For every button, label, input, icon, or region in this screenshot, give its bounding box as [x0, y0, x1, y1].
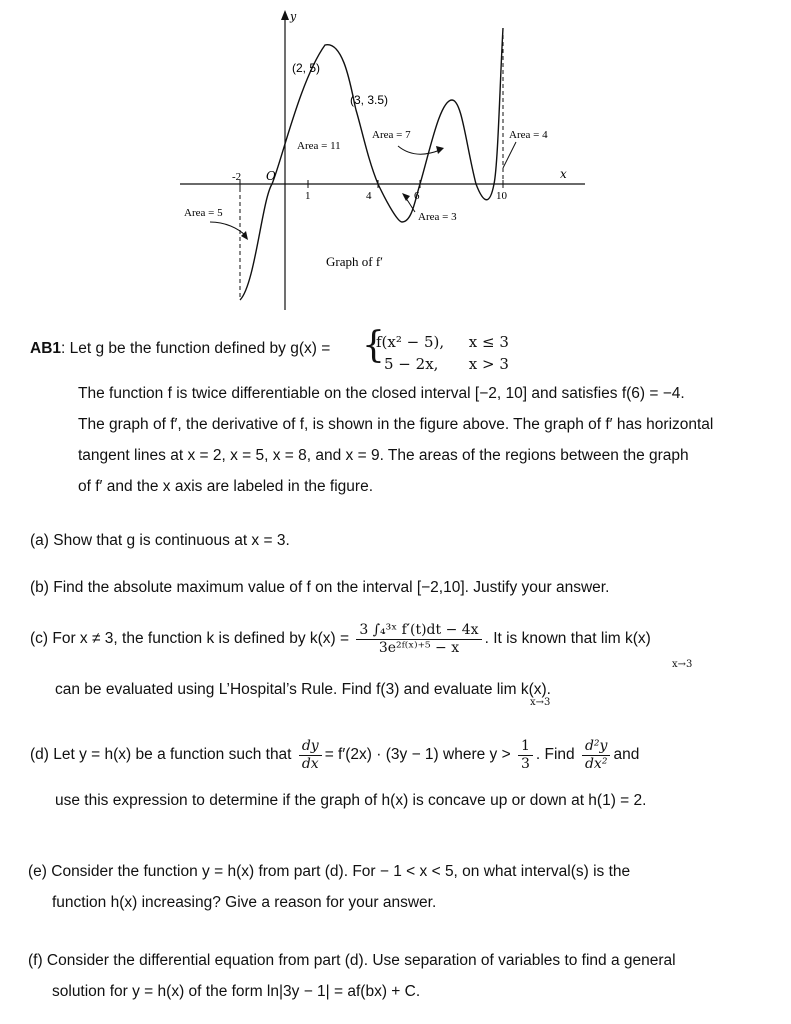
- area-label-4: Area = 4: [509, 129, 548, 141]
- piecewise-row-1: [376, 333, 509, 351]
- part-c-line2: can be evaluated using L’Hospital’s Rule. Find f(3) and evaluate lim k(x).: [55, 681, 551, 698]
- area-label-5: Area = 5: [184, 207, 223, 219]
- lim-subscript-1: x→3: [672, 659, 693, 670]
- dx2: dx²: [584, 755, 608, 772]
- piece1-expr: f(x² − 5),: [376, 333, 445, 351]
- area-arrow-head: [402, 193, 410, 201]
- part-d: [30, 738, 639, 773]
- part-d-line2: use this expression to determine if the graph of h(x) is concave up or down at h(1) = 2.: [55, 792, 647, 809]
- part-c: [30, 622, 651, 657]
- y-axis-arrow: [281, 10, 289, 20]
- y-axis-label: y: [290, 10, 297, 23]
- piece2-cond: x > 3: [468, 355, 509, 373]
- part-d-mid: = f′(2x) · (3y − 1) where y >: [324, 746, 511, 763]
- piecewise-brace: {: [362, 325, 385, 366]
- area-arrow: [398, 146, 440, 154]
- dx: dx: [301, 755, 319, 772]
- point-label-2-5: (2, 5): [292, 61, 321, 75]
- x-axis-label: x: [560, 167, 567, 181]
- problem-line: of f′ and the x axis are labeled in the figure.: [78, 478, 374, 495]
- area-label-11: Area = 11: [297, 140, 341, 152]
- area-arrow: [210, 222, 246, 236]
- origin-label: O: [266, 169, 276, 183]
- problem-intro: [30, 340, 330, 359]
- second-derivative-fraction: [582, 738, 610, 773]
- part-f-line2: solution for y = h(x) of the form ln|3y − 1| = af(bx) + C.: [52, 983, 421, 1000]
- tick-label: 10: [496, 190, 507, 202]
- d2y: d²y: [582, 738, 610, 756]
- one: 1: [518, 738, 533, 756]
- dy-dx-fraction: [299, 738, 322, 773]
- lim-subscript-2: x→3: [530, 697, 551, 708]
- problem-heading: AB1: [30, 340, 62, 357]
- problem-line: The function f is twice differentiable on the closed interval [−2, 10] and satisfies f(6) = −4.: [78, 385, 685, 402]
- tick-label: 1: [305, 190, 311, 202]
- part-e-line2: function h(x) increasing? Give a reason for your answer.: [52, 894, 437, 911]
- graph-of-f-prime: [0, 0, 791, 320]
- point-label-3-3.5: (3, 3.5): [350, 93, 389, 107]
- problem-line: The graph of f′, the derivative of f, is shown in the figure above. The graph of f′ has horizontal: [78, 416, 714, 433]
- part-c-suffix: . It is known that lim k(x): [484, 630, 651, 647]
- piece2-expr: 5 − 2x,: [384, 355, 439, 373]
- part-e-line1: (e) Consider the function y = h(x) from part (d). For − 1 < x < 5, on what interval(s) is the: [28, 863, 631, 880]
- part-c-prefix: (c) For x ≠ 3, the function k is defined by k(x) =: [30, 630, 354, 647]
- k-numerator: 3 ∫₄³ˣ f′(t)dt − 4x: [356, 622, 481, 640]
- area-label-3: Area = 3: [418, 211, 457, 223]
- part-d-and: and: [613, 746, 640, 763]
- k-fraction: [356, 622, 481, 657]
- piece1-cond: x ≤ 3: [468, 333, 509, 351]
- part-a: (a) Show that g is continuous at x = 3.: [30, 532, 290, 549]
- area-label-7: Area = 7: [372, 129, 411, 141]
- problem-intro-text: : Let g be the function defined by g(x) =: [61, 340, 331, 357]
- problem-line: tangent lines at x = 2, x = 5, x = 8, and x = 9. The areas of the regions between the graph: [78, 447, 689, 464]
- tick-label: 6: [414, 190, 420, 202]
- dy: dy: [299, 738, 322, 756]
- problem-body: [78, 378, 713, 502]
- part-b: (b) Find the absolute maximum value of f on the interval [−2,10]. Justify your answer.: [30, 579, 610, 596]
- part-d-find: . Find: [535, 746, 575, 763]
- one-third-fraction: [518, 738, 533, 773]
- three: 3: [520, 755, 530, 772]
- graph-caption: Graph of f′: [326, 254, 383, 269]
- k-denominator: 3e²ᶠ⁽ˣ⁾⁺⁵ − x: [378, 639, 460, 656]
- tick-label: 4: [366, 190, 372, 202]
- part-f-line1: (f) Consider the differential equation from part (d). Use separation of variables to find a general: [28, 952, 676, 969]
- tick-label: -2: [232, 171, 242, 183]
- piecewise-row-2: [384, 355, 509, 373]
- area-arrow: [503, 142, 516, 168]
- part-d-prefix: (d) Let y = h(x) be a function such that: [30, 746, 292, 763]
- area-arrow-head: [436, 146, 444, 154]
